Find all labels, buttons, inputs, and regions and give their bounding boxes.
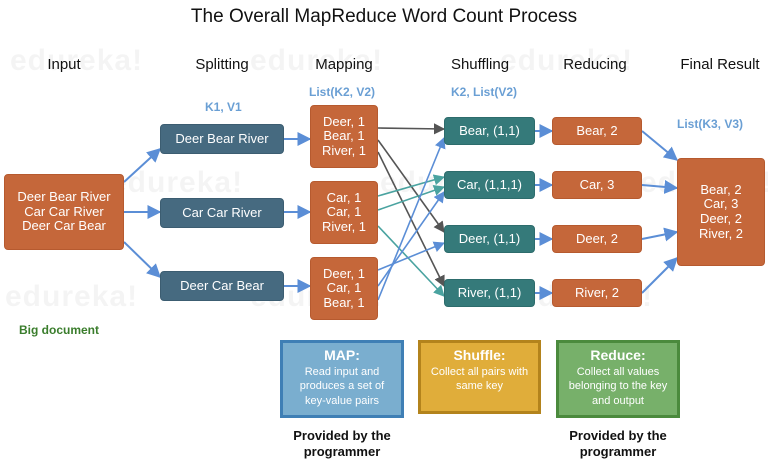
header-shuffling: Shuffling (450, 56, 510, 73)
split-box-2: Car Car River (160, 198, 284, 228)
note-k2-list-v2: K2, List(V2) (451, 85, 518, 99)
note-list-k2-v2: List(K2, V2) (309, 85, 376, 99)
header-mapping: Mapping (315, 56, 373, 73)
legend-map-title: MAP: (324, 347, 360, 363)
arrow-reduce-final-2 (642, 185, 677, 188)
legend-map-box (280, 340, 404, 418)
page-title: The Overall MapReduce Word Count Process (190, 6, 578, 27)
reduce-box-bear: Bear, 2 (552, 117, 642, 145)
legend-reduce-box (556, 340, 680, 418)
map-box-3: Deer, 1 Car, 1 Bear, 1 (310, 257, 378, 320)
map-box-1: Deer, 1 Bear, 1 River, 1 (310, 105, 378, 168)
legend-map-desc: Read input and produces a set of key-value pairs (299, 366, 385, 407)
arrow-reduce-final-4 (642, 258, 677, 293)
legend-reduce-title: Reduce: (590, 347, 646, 363)
header-final-result: Final Result (680, 56, 760, 73)
arrow-map1-bear (378, 128, 444, 129)
shuffle-box-river: River, (1,1) (444, 279, 535, 307)
provided-by-label-reduce: Provided by the programmer (569, 428, 667, 459)
legend-shuffle-desc: Collect all pairs with same key (430, 366, 529, 393)
arrow-input-split-3 (124, 242, 160, 277)
header-reducing: Reducing (563, 56, 627, 73)
map-box-2: Car, 1 Car, 1 River, 1 (310, 181, 378, 244)
header-input: Input (47, 56, 81, 73)
final-result-box: Bear, 2 Car, 3 Deer, 2 River, 2 (677, 158, 765, 266)
reduce-box-river: River, 2 (552, 279, 642, 307)
note-list-k3-v3: List(K3, V3) (677, 117, 744, 131)
legend-shuffle-box (418, 340, 541, 414)
shuffle-box-deer: Deer, (1,1) (444, 225, 535, 253)
reduce-box-car: Car, 3 (552, 171, 642, 199)
input-document-box: Deer Bear River Car Car River Deer Car Bear (4, 174, 124, 250)
big-document-label: Big document (19, 323, 99, 337)
header-splitting: Splitting (195, 56, 249, 73)
arrow-map2-car-a (378, 177, 444, 196)
arrow-map2-river (378, 226, 444, 296)
split-box-1: Deer Bear River (160, 124, 284, 154)
arrow-reduce-final-1 (642, 131, 677, 160)
split-box-3: Deer Car Bear (160, 271, 284, 301)
provided-by-label-map: Provided by the programmer (293, 428, 391, 459)
legend-shuffle-title: Shuffle: (453, 347, 506, 363)
note-k1-v1: K1, V1 (205, 100, 242, 114)
reduce-box-deer: Deer, 2 (552, 225, 642, 253)
arrow-input-split-1 (124, 149, 160, 182)
legend-reduce-desc: Collect all values belonging to the key and output (568, 366, 668, 407)
shuffle-box-car: Car, (1,1,1) (444, 171, 535, 199)
shuffle-box-bear: Bear, (1,1) (444, 117, 535, 145)
arrow-reduce-final-3 (642, 232, 677, 239)
